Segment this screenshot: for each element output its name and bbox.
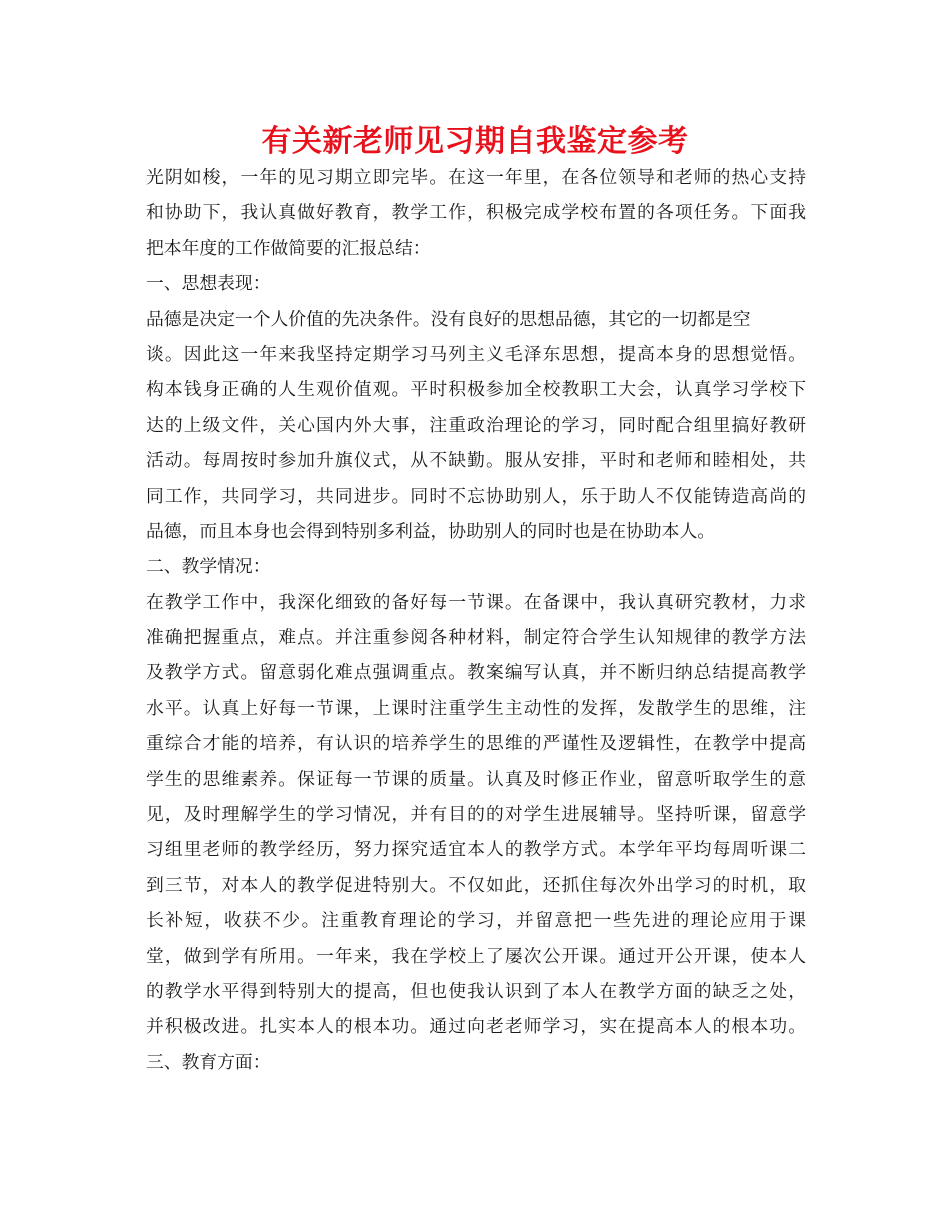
text-line: 学生的思维素养。保证每一节课的质量。认真及时修正作业，留意听取学生的意 <box>146 768 806 790</box>
text-line: 一、思想表现： <box>146 273 271 295</box>
text-line: 二、教学情况： <box>146 556 271 578</box>
text-line: 的教学水平得到特别大的提高，但也使我认识到了本人在教学方面的缺乏之处， <box>146 980 806 1002</box>
text-line: 并积极改进。扎实本人的根本功。通过向老老师学习，实在提高本人的根本功。 <box>146 1016 806 1038</box>
document-body <box>146 160 806 1080</box>
text-line: 堂，做到学有所用。一年来，我在学校上了屡次公开课。通过开公开课，使本人 <box>146 945 806 967</box>
text-line: 和协助下，我认真做好教育，教学工作，积极完成学校布置的各项任务。下面我 <box>146 202 806 224</box>
text-line: 同工作，共同学习，共同进步。同时不忘协助别人，乐于助人不仅能铸造高尚的 <box>146 485 806 507</box>
text-line: 习组里老师的教学经历，努力探究适宜本人的教学方式。本学年平均每周听课二 <box>146 839 806 861</box>
text-line: 到三节，对本人的教学促进特别大。不仅如此，还抓住每次外出学习的时机，取 <box>146 874 806 896</box>
text-line: 光阴如梭，一年的见习期立即完毕。在这一年里，在各位领导和老师的热心支持 <box>146 167 806 188</box>
text-line: 活动。每周按时参加升旗仪式，从不缺勤。服从安排，平时和老师和睦相处，共 <box>146 450 806 472</box>
text-line: 及教学方式。留意弱化难点强调重点。教案编写认真，并不断归纳总结提高教学 <box>146 662 806 684</box>
text-line: 水平。认真上好每一节课，上课时注重学生主动性的发挥，发散学生的思维，注 <box>146 697 806 719</box>
text-line: 品德是决定一个人价值的先决条件。没有良好的思想品德，其它的一切都是空 <box>146 308 751 330</box>
text-line: 准确把握重点，难点。并注重参阅各种材料，制定符合学生认知规律的教学方法 <box>146 627 806 649</box>
text-line: 把本年度的工作做简要的汇报总结： <box>146 237 431 259</box>
text-line: 重综合才能的培养，有认识的培养学生的思维的严谨性及逻辑性，在教学中提高 <box>146 733 806 755</box>
text-line: 长补短，收获不少。注重教育理论的学习，并留意把一些先进的理论应用于课 <box>146 910 806 932</box>
text-line: 在教学工作中，我深化细致的备好每一节课。在备课中，我认真研究教材，力求 <box>146 591 806 613</box>
text-line: 三、教育方面： <box>146 1051 271 1073</box>
text-line: 构本钱身正确的人生观价值观。平时积极参加全校教职工大会，认真学习学校下 <box>146 379 806 401</box>
document-title: 有关新老师见习期自我鉴定参考 <box>261 124 689 159</box>
text-line: 品德，而且本身也会得到特别多利益，协助别人的同时也是在协助本人。 <box>146 520 716 542</box>
text-line: 达的上级文件，关心国内外大事，注重政治理论的学习，同时配合组里搞好教研 <box>146 414 806 436</box>
text-line: 见，及时理解学生的学习情况，并有目的的对学生进展辅导。坚持听课，留意学 <box>146 804 806 826</box>
text-line: 谈。因此这一年来我坚持定期学习马列主义毛泽东思想，提高本身的思想觉悟。 <box>146 343 806 365</box>
